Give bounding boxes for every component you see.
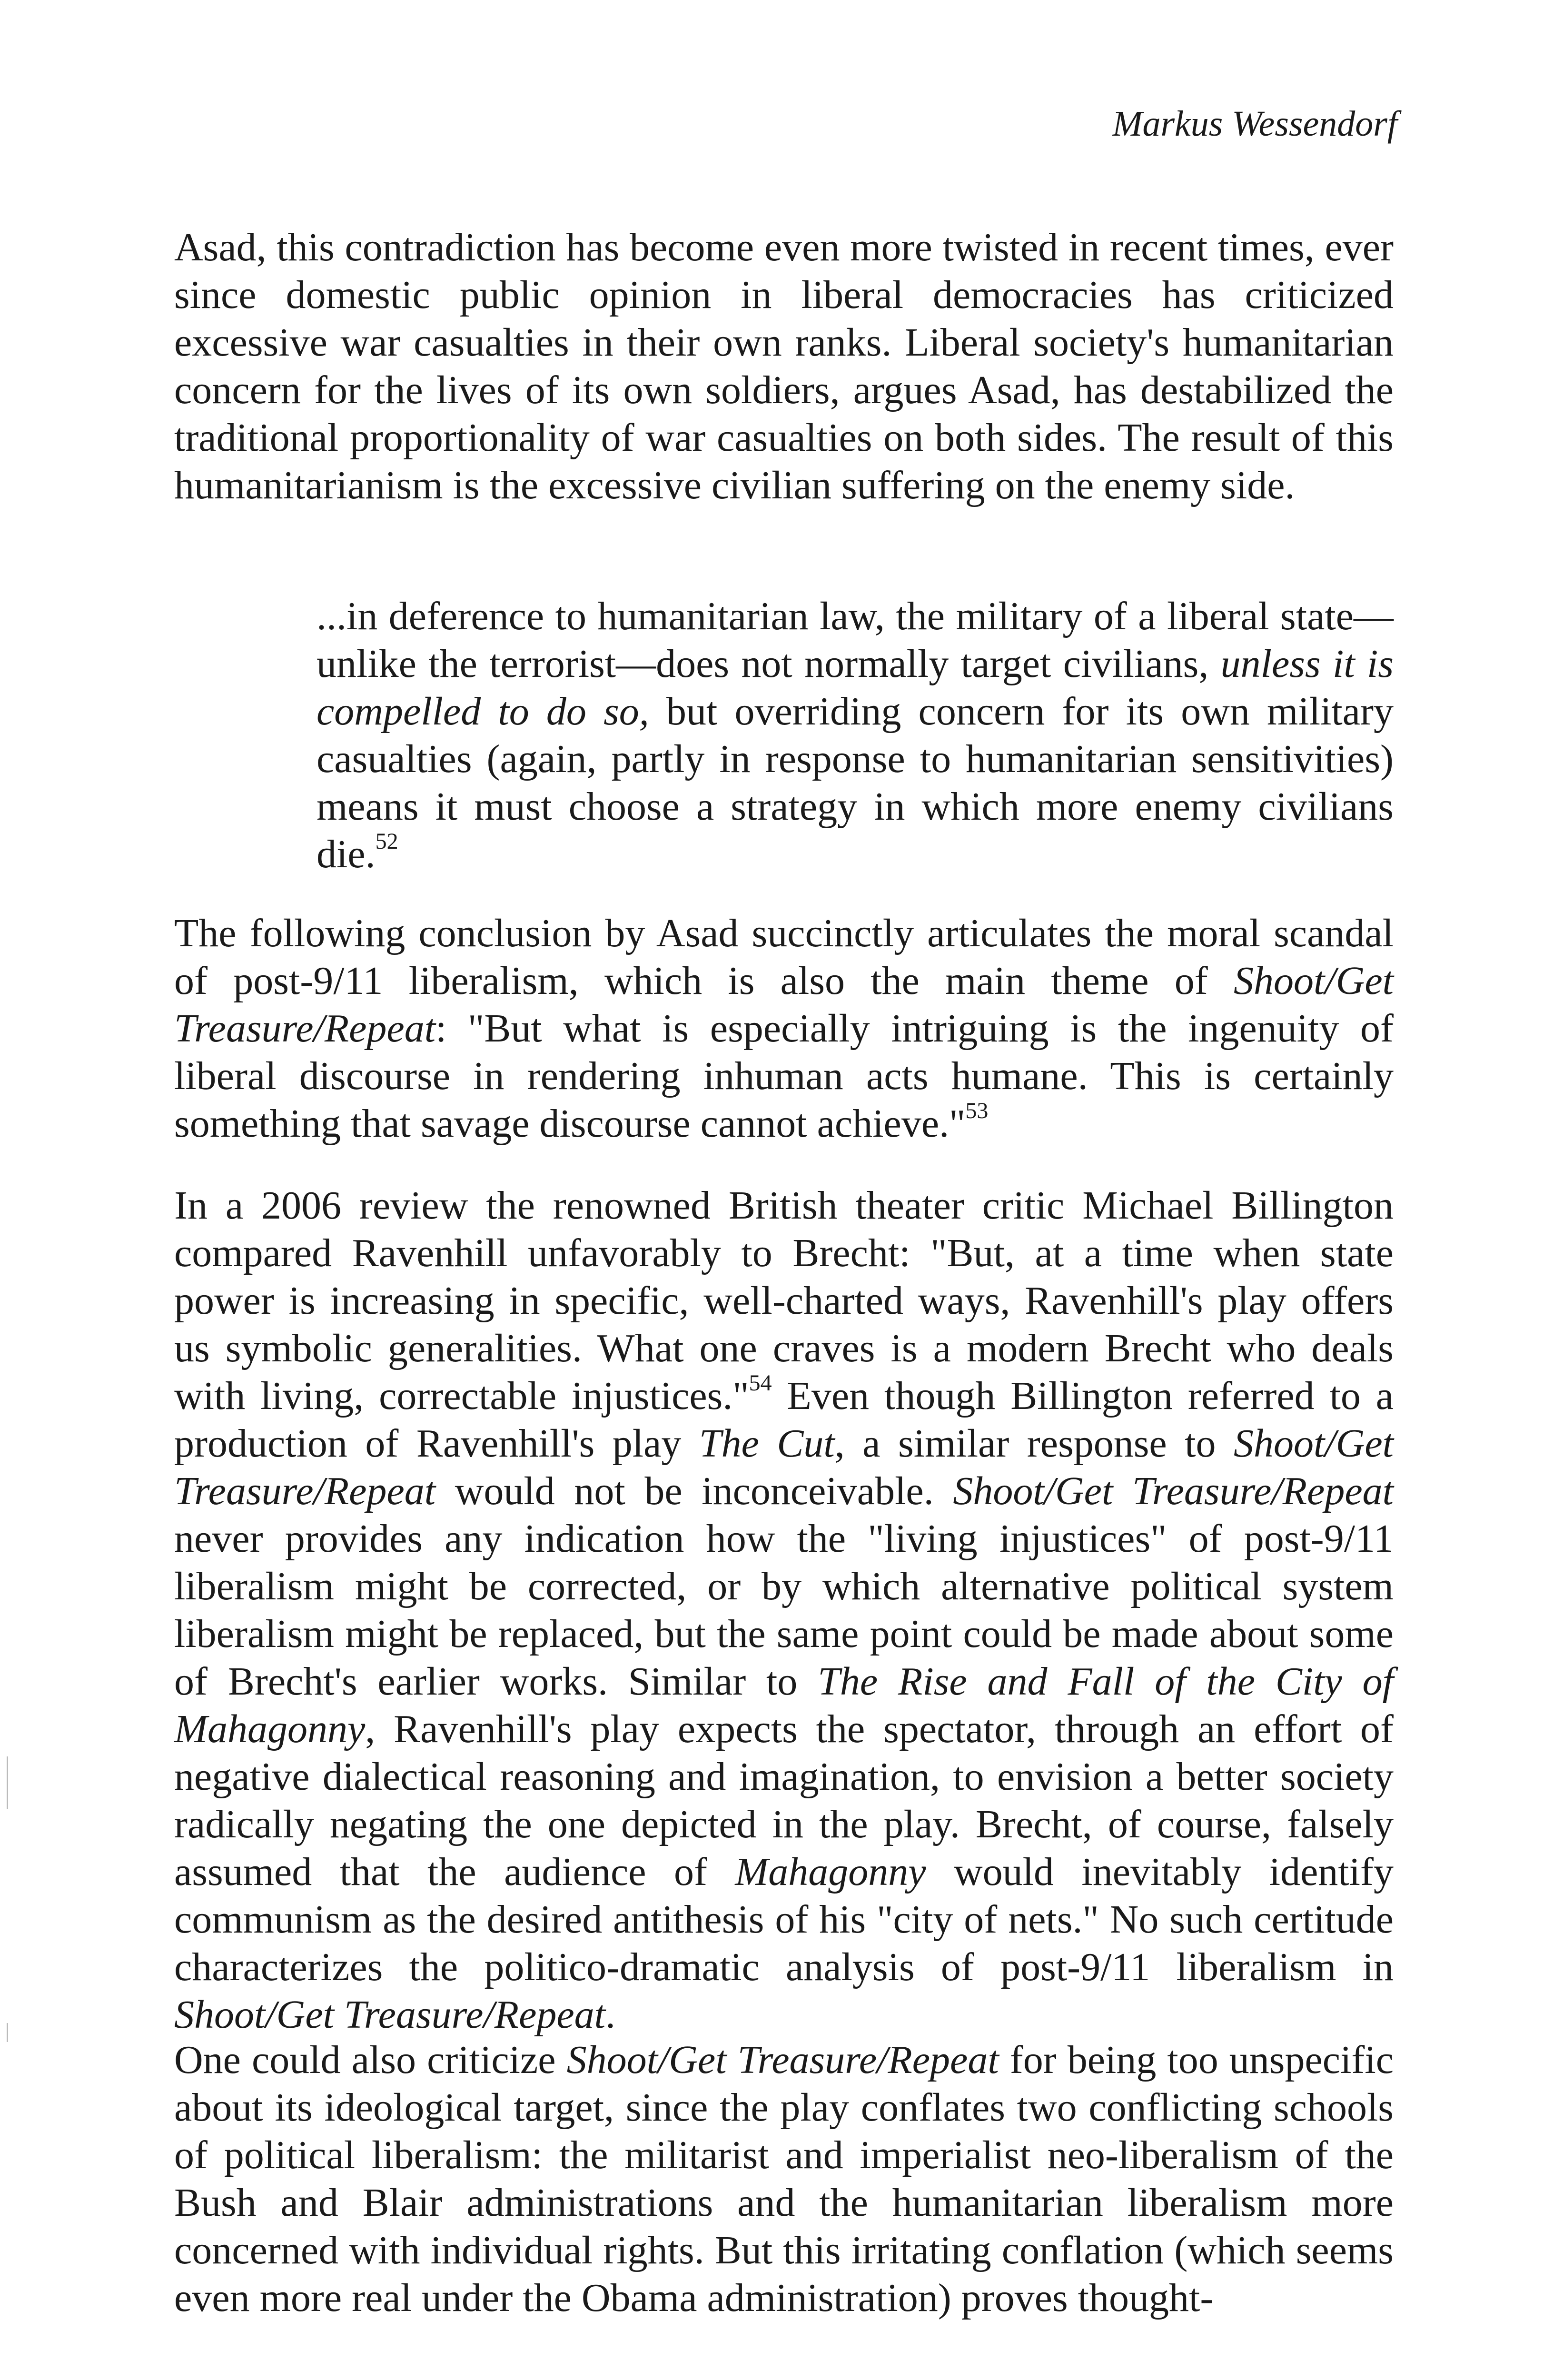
p2-text-1: The following conclusion by Asad succinctly articulates the moral scandal of post-9/11 liberalism, which is also the main theme of xyxy=(174,911,1394,1003)
running-head: Markus Wessendorf xyxy=(1112,104,1397,144)
p2-italic-1: Shoot/Get Treasure/Repeat xyxy=(174,959,1394,1051)
scan-margin-mark xyxy=(7,1756,8,1809)
p4-italic-1: Shoot/Get Treasure/Repeat xyxy=(566,2038,999,2082)
p3-text-2: Even though Billington referred to a production of Ravenhill's play xyxy=(174,1374,1394,1466)
quote-italic-1: unless it is compelled to do so, xyxy=(317,642,1394,734)
footnote-ref-53[interactable]: 53 xyxy=(965,1098,989,1123)
paragraph-1-text: Asad, this contradiction has become even more twisted in recent times, ever since domestic public opinion in liberal democracies has criticized excessive war casualties in their own ranks. Liberal society's humanitarian concern for the lives of its own soldiers, argues Asad, has destabilized the traditional proportionality of war casualties on both sides. The result of this humanitarianism is the excessive civilian suffering on the enemy side. xyxy=(174,225,1394,507)
p3-text-3: , a similar response to xyxy=(834,1421,1234,1466)
scan-margin-mark xyxy=(7,2023,8,2042)
p3-italic-2: Shoot/Get Treasure/Repeat xyxy=(174,1421,1394,1513)
quote-text-2: but overriding concern for its own military casualties (again, partly in response to humanitarian sensitivities) means it must choose a strategy in which more enemy civilians die. xyxy=(317,689,1394,876)
p3-italic-3: Shoot/Get Treasure/Repeat xyxy=(953,1469,1394,1513)
footnote-ref-52[interactable]: 52 xyxy=(375,829,398,854)
p3-text-7: would inevitably identify communism as the desired antithesis of his "city of nets." No such certitude characterizes the politico-dramatic analysis of post-9/11 liberalism in xyxy=(174,1850,1394,1989)
p3-italic-6: Shoot/Get Treasure/Repeat xyxy=(174,1993,605,2037)
p4-text-2: for being too unspecific about its ideological target, since the play conflates two conflicting schools of political liberalism: the militarist and imperialist neo-liberalism of the Bush and Blair administrations and the humanitarian liberalism more concerned with individual rights. But this irritating conflation (which seems even more real under the Obama administration) proves thought- xyxy=(174,2038,1394,2320)
footnote-ref-54[interactable]: 54 xyxy=(749,1370,772,1396)
p2-text-2: : "But what is especially intriguing is the ingenuity of liberal discourse in rendering inhuman acts humane. This is certainly something that savage discourse cannot achieve." xyxy=(174,1006,1394,1146)
paragraph-3 xyxy=(174,1182,1394,2039)
p3-text-5: never provides any indication how the "living injustices" of post-9/11 liberalism might be corrected, or by which alternative political system liberalism might be replaced, but the same point could be made about some of Brecht's earlier works. Similar to xyxy=(174,1517,1394,1704)
p4-text-1: One could also criticize xyxy=(174,2038,567,2082)
quote-text-1: ...in deference to humanitarian law, the military of a liberal state—unlike the terrorist—does not normally target civilians, xyxy=(317,594,1394,686)
p3-text-4: would not be inconceivable. xyxy=(435,1469,953,1513)
p3-text-8: . xyxy=(605,1993,615,2037)
p3-italic-5: Mahagonny xyxy=(735,1850,926,1894)
p3-text-6: , Ravenhill's play expects the spectator, through an effort of negative dialectical reasoning and imagination, to envision a better society radically negating the one depicted in the play. Brecht, of course, falsely assumed that the audience of xyxy=(174,1707,1394,1894)
paragraph-1 xyxy=(174,224,1394,509)
paragraph-4 xyxy=(174,2036,1394,2322)
p3-italic-4: The Rise and Fall of the City of Mahagonny xyxy=(174,1659,1394,1751)
p3-italic-1: The Cut xyxy=(699,1421,835,1466)
paragraph-2 xyxy=(174,910,1394,1148)
p3-text-1: In a 2006 review the renowned British theater critic Michael Billington compared Ravenhill unfavorably to Brecht: "But, at a time when state power is increasing in specific, well-charted ways, Ravenhill's play offers us symbolic generalities. What one craves is a modern Brecht who deals with living, correctable injustices." xyxy=(174,1183,1394,1418)
block-quote xyxy=(317,593,1394,878)
